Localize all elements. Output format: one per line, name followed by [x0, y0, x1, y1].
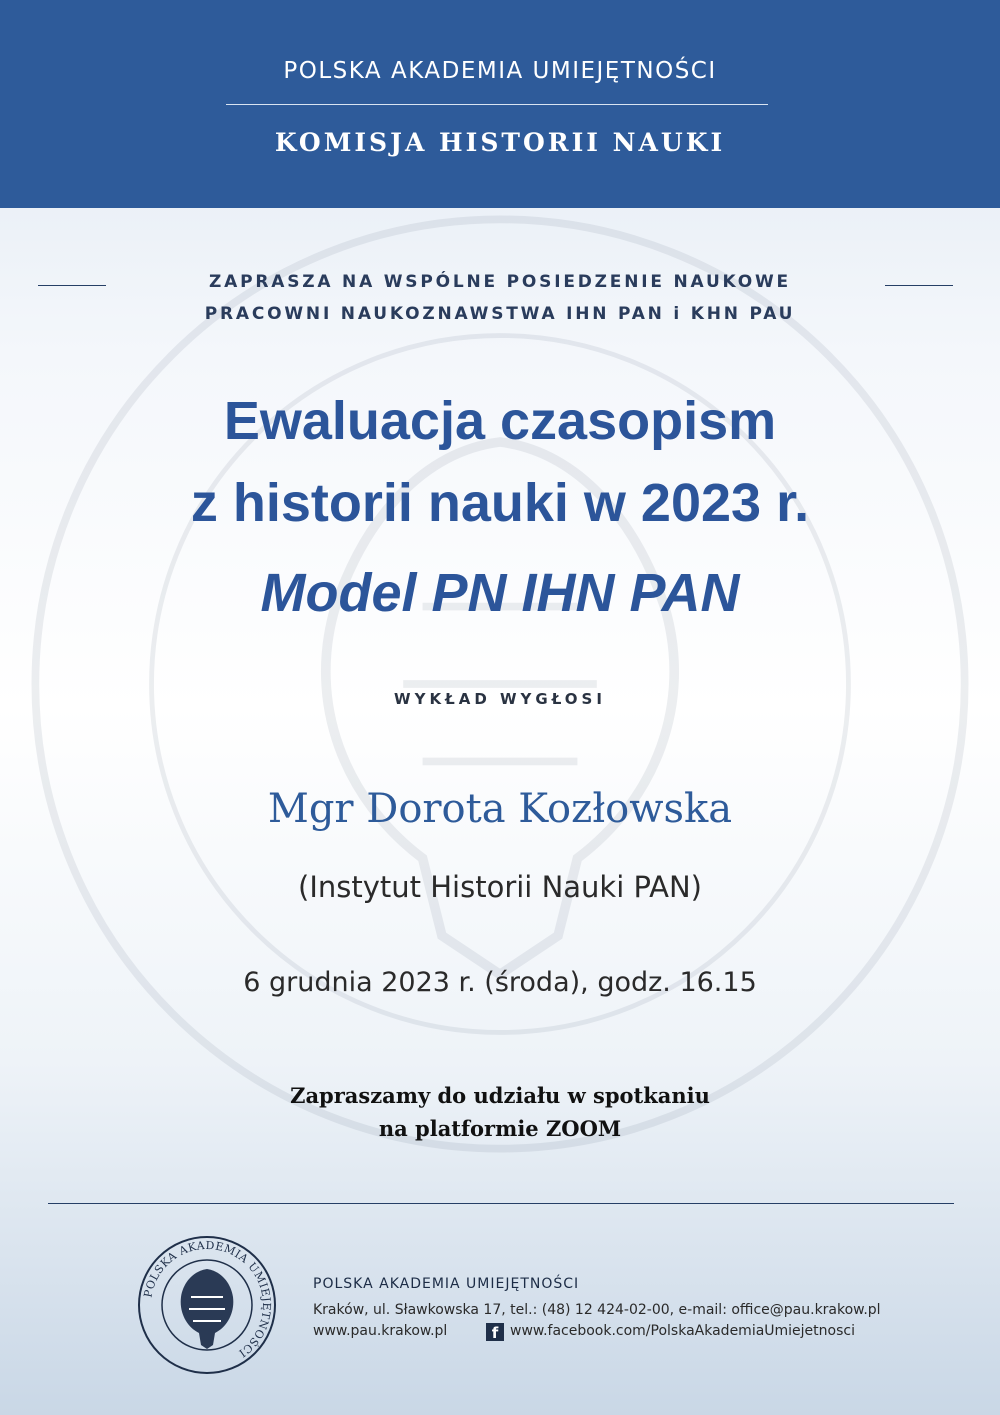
- website-link[interactable]: www.pau.krakow.pl: [313, 1323, 448, 1339]
- facebook-row[interactable]: [486, 1323, 855, 1341]
- academy-seal: [137, 1235, 277, 1375]
- event-date: 6 grudnia 2023 r. (środa), godz. 16.15: [243, 967, 757, 998]
- watermark-seal: [16, 200, 984, 1168]
- title-line-1: Ewaluacja czasopism: [223, 391, 777, 451]
- zoom-line-2: na platformie ZOOM: [378, 1116, 622, 1141]
- zoom-line-1: Zapraszamy do udziału w spotkaniu: [290, 1083, 710, 1108]
- commission-name: KOMISJA HISTORII NAUKI: [274, 128, 726, 157]
- academy-name: POLSKA AKADEMIA UMIEJĘTNOŚCI: [283, 58, 717, 84]
- facebook-link[interactable]: www.facebook.com/PolskaAkademiaUmiejetnosci: [510, 1323, 855, 1339]
- title-line-2: z historii nauki w 2023 r.: [190, 473, 810, 533]
- header-divider: [226, 104, 768, 105]
- lecture-label: WYKŁAD WYGŁOSI: [394, 690, 606, 708]
- invite-line-1: ZAPRASZA NA WSPÓLNE POSIEDZENIE NAUKOWE: [209, 272, 791, 292]
- title-line-3: Model PN IHN PAN: [260, 563, 740, 623]
- facebook-icon: f: [486, 1323, 504, 1341]
- seal-text: POLSKA AKADEMIA UMIEJĘTNOŚCI: [141, 1238, 274, 1360]
- speaker-name: Mgr Dorota Kozłowska: [267, 786, 733, 832]
- footer-divider: [48, 1203, 954, 1204]
- invite-line-2: PRACOWNI NAUKOZNAWSTWA IHN PAN i KHN PAU: [204, 304, 796, 324]
- footer-org-name: POLSKA AKADEMIA UMIEJĘTNOŚCI: [313, 1276, 580, 1292]
- header-band: [0, 0, 1000, 208]
- footer-address: Kraków, ul. Sławkowska 17, tel.: (48) 12 424-02-00, e-mail: office@pau.krakow.pl: [313, 1302, 881, 1318]
- speaker-institution: (Instytut Historii Nauki PAN): [298, 870, 702, 904]
